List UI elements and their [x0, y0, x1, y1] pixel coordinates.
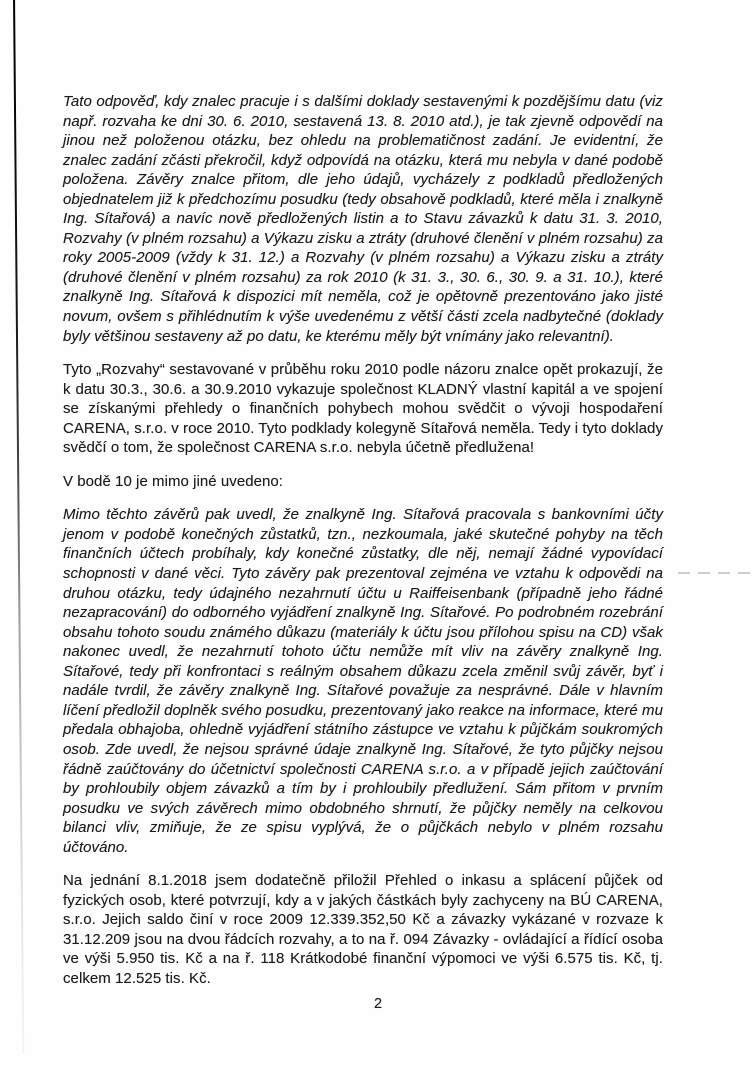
paragraph-point-10-quote: Mimo těchto závěrů pak uvedl, že znalkyně Ing. Sítařová pracovala s bankovními účty jenom v podobě konečných zůstatků, tzn., nezkoumala, jaké skutečné pohyby na těch finančních účtech probíhaly, kdy konečné zůstatky, dle něj, nemají žádné vypovídací schopnosti v dané věci. Tyto závěry pak prezentoval zejména ve vztahu k odpovědi na druhou otázku, tedy údajného nezahrnutí účtu u Raiffeisenbank (případně jeho řádné nezapracování) do odborného vyjádření znalkyně Ing. Sítařové. Po podrobném rozebrání obsahu tohoto soudu známého důkazu (materiály k účtu jsou přílohou spisu na CD) však nakonec uvedl, že nezahrnutí tohoto účtu nemůže mít vliv na závěry znalkyně Ing. Sítařové, tedy při konfrontaci s reálným obsahem důkazu zcela změnil svůj závěr, byť i nadále tvrdil, že závěry znalkyně Ing. Sítařové považuje za nesprávné. Dále v hlavním líčení předložil doplněk svého posudku, prezentovaný jako reakce na informace, které mu předala obhajoba, ohledně vyjádření státního zástupce ve vztahu k půjčkám soukromých osob. Zde uvedl, že nejsou správné údaje znalkyně Ing. Sítařové, že tyto půjčky nejsou řádně zaúčtovány do účetnictví společnosti CARENA s.r.o. a v případě jejich zaúčtování by prohloubily objem závazků a tím by i prohloubily předlužení. Sám přitom v prvním posudku ve svých závěrech mimo obdobného shrnutí, že půjčky neměly na celkovou bilanci vliv, zmiňuje, že ze spisu vyplývá, že o půjčkách nebylo v plném rozsahu účtováno.	[63, 506, 663, 856]
page-number: 2	[373, 996, 383, 1012]
scan-artifact-right-smudge	[678, 572, 756, 574]
paragraph-hearing-2018-comment: Na jednání 8.1.2018 jsem dodatečně přiložil Přehled o inkasu a splácení půjček od fyzických osob, které potvrzují, kdy a v jakých částkách byly zachyceny na BÚ CARENA, s.r.o. Jejich saldo činí v roce 2009 12.339.352,50 Kč a závazky vykázané v rozvaze k 31.12.209 jsou na dvou řádcích rozvahy, a to na ř. 094 Závazky - ovládající a řídící osoba ve výši 5.950 tis. Kč a na ř. 118 Krátkodobé finanční výpomoci ve výši 6.575 tis. Kč, tj. celkem 12.525 tis. Kč.	[63, 872, 663, 987]
paragraph-rozvahy-comment: Tyto „Rozvahy“ sestavované v průběhu roku 2010 podle názoru znalce opět prokazují, že k datu 30.3., 30.6. a 30.9.2010 vykazuje společnost KLADNÝ vlastní kapitál a ve spojení se získanými přehledy o finančních pohybech mohou svědčit o vývoji hospodaření CARENA, s.r.o. v roce 2010. Tyto podklady kolegyně Sítařová neměla. Tedy i tyto doklady svědčí o tom, že společnost CARENA s.r.o. nebyla účetně předlužena!	[63, 361, 663, 457]
document-body	[63, 92, 663, 1003]
paragraph-expert-response-quote: Tato odpověď, kdy znalec pracuje i s dalšími doklady sestavenými k pozdějšímu datu (viz např. rozvaha ke dni 30. 6. 2010, sestavená 13. 8. 2010 atd.), je tak zjevně odpovědí na jinou než položenou otázku, bez ohledu na problematičnost zadání. Je evidentní, že znalec zadání zčásti překročil, když odpovídá na otázku, která mu nebyla v dané podobě položena. Závěry znalce přitom, dle jeho údajů, vycházely z podkladů předložených objednatelem již k předchozímu posudku (tedy obsahově podkladů, které měla i znalkyně Ing. Sítařová) a navíc nově předložených listin a to Stavu závazků k datu 31. 3. 2010, Rozvahy (v plném rozsahu) a Výkazu zisku a ztráty (druhové členění v plném rozsahu) za roky 2005-2009 (vždy k 31. 12.) a Rozvahy (v plném rozsahu) a Výkazu zisku a ztráty (druhové členění v plném rozsahu) za rok 2010 (k 31. 3., 30. 6., 30. 9. a 31. 10.), které znalkyně Ing. Sítařová k dispozici mít neměla, což je opětovně prezentováno jako jisté novum, ovšem s přihlédnutím k výše uvedenému z větší části zcela nadbytečné (doklady byly většinou sestaveny až po datu, ke kterému měly být vnímány jako relevantní).	[63, 93, 663, 345]
paragraph-point-10-intro: V bodě 10 je mimo jiné uvedeno:	[63, 472, 284, 490]
scan-artifact-left-line	[13, 0, 24, 1054]
